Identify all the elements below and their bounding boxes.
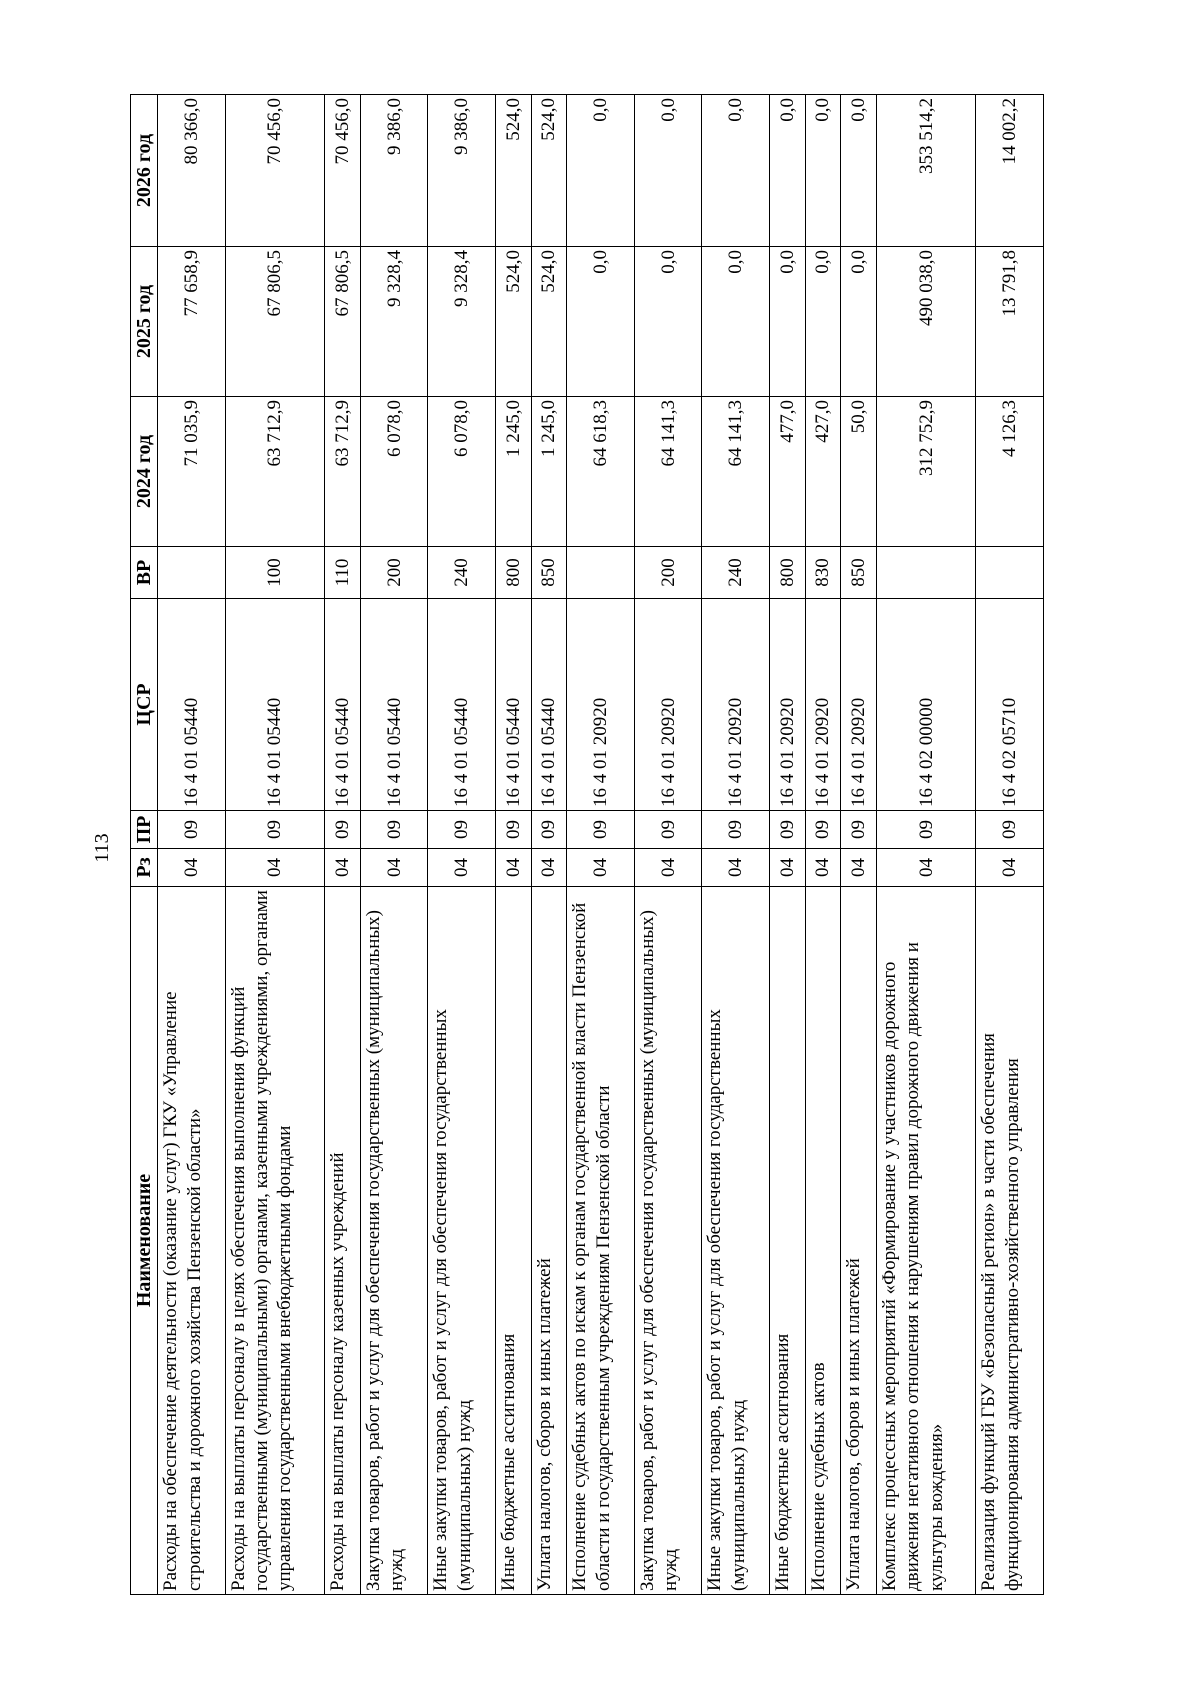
row-2026: 0,0 <box>841 95 877 247</box>
row-2025: 67 806,5 <box>325 247 361 397</box>
row-rz: 04 <box>702 849 769 887</box>
row-csr: 16 4 01 05440 <box>225 599 324 811</box>
row-rz: 04 <box>841 849 877 887</box>
row-2026: 0,0 <box>634 95 701 247</box>
row-pr: 09 <box>976 811 1044 849</box>
row-pr: 09 <box>634 811 701 849</box>
row-name: Иные бюджетные ассигнования <box>769 887 805 1595</box>
row-2026: 14 002,2 <box>976 95 1044 247</box>
row-2026: 70 456,0 <box>225 95 324 247</box>
table-row <box>877 95 976 1595</box>
row-2024: 477,0 <box>769 397 805 547</box>
row-2026: 9 386,0 <box>428 95 495 247</box>
row-vr: 800 <box>495 547 531 599</box>
row-pr: 09 <box>769 811 805 849</box>
row-name: Уплата налогов, сборов и иных платежей <box>531 887 567 1595</box>
row-pr: 09 <box>567 811 634 849</box>
row-2024: 6 078,0 <box>360 397 427 547</box>
table-header <box>131 95 158 1595</box>
row-2024: 312 752,9 <box>877 397 976 547</box>
row-rz: 04 <box>805 849 841 887</box>
row-2026: 0,0 <box>702 95 769 247</box>
table-row <box>805 95 841 1595</box>
row-2026: 353 514,2 <box>877 95 976 247</box>
row-2026: 70 456,0 <box>325 95 361 247</box>
row-csr: 16 4 01 05440 <box>325 599 361 811</box>
row-csr: 16 4 01 05440 <box>158 599 225 811</box>
row-csr: 16 4 02 00000 <box>877 599 976 811</box>
table-body <box>158 95 1044 1595</box>
row-2024: 63 712,9 <box>325 397 361 547</box>
table-row <box>225 95 324 1595</box>
row-rz: 04 <box>769 849 805 887</box>
row-rz: 04 <box>325 849 361 887</box>
row-csr: 16 4 01 20920 <box>769 599 805 811</box>
row-2024: 4 126,3 <box>976 397 1044 547</box>
row-2024: 50,0 <box>841 397 877 547</box>
page-number: 113 <box>91 833 113 863</box>
row-name: Уплата налогов, сборов и иных платежей <box>841 887 877 1595</box>
row-2024: 64 141,3 <box>634 397 701 547</box>
row-pr: 09 <box>360 811 427 849</box>
row-2024: 63 712,9 <box>225 397 324 547</box>
row-pr: 09 <box>495 811 531 849</box>
header-row <box>131 95 158 1595</box>
row-pr: 09 <box>877 811 976 849</box>
row-rz: 04 <box>225 849 324 887</box>
row-2024: 427,0 <box>805 397 841 547</box>
row-pr: 09 <box>225 811 324 849</box>
header-2024: 2024 год <box>131 397 158 547</box>
row-pr: 09 <box>805 811 841 849</box>
row-2024: 71 035,9 <box>158 397 225 547</box>
row-csr: 16 4 01 20920 <box>841 599 877 811</box>
row-rz: 04 <box>531 849 567 887</box>
table-row <box>976 95 1044 1595</box>
row-2026: 0,0 <box>805 95 841 247</box>
row-2025: 0,0 <box>769 247 805 397</box>
header-2026: 2026 год <box>131 95 158 247</box>
header-vr: ВР <box>131 547 158 599</box>
row-pr: 09 <box>325 811 361 849</box>
row-2025: 524,0 <box>495 247 531 397</box>
table-row <box>158 95 225 1595</box>
row-vr: 800 <box>769 547 805 599</box>
row-rz: 04 <box>877 849 976 887</box>
row-2026: 524,0 <box>495 95 531 247</box>
row-pr: 09 <box>158 811 225 849</box>
table-row <box>702 95 769 1595</box>
row-csr: 16 4 01 05440 <box>428 599 495 811</box>
row-2025: 0,0 <box>702 247 769 397</box>
row-2025: 9 328,4 <box>428 247 495 397</box>
table-row <box>325 95 361 1595</box>
row-2025: 67 806,5 <box>225 247 324 397</box>
table-row <box>531 95 567 1595</box>
table-rotator <box>130 95 1044 1595</box>
row-vr <box>158 547 225 599</box>
header-name: Наименование <box>131 887 158 1595</box>
row-2025: 490 038,0 <box>877 247 976 397</box>
row-vr: 850 <box>531 547 567 599</box>
row-2025: 0,0 <box>805 247 841 397</box>
row-csr: 16 4 01 20920 <box>702 599 769 811</box>
row-rz: 04 <box>360 849 427 887</box>
row-vr: 240 <box>428 547 495 599</box>
row-csr: 16 4 01 20920 <box>567 599 634 811</box>
row-name: Расходы на выплаты персоналу в целях обеспечения выполнения функций государственными (муниципальными) органами, казенными учреждениями, органами управления государственными внебюджетными фондами <box>225 887 324 1595</box>
row-2024: 64 618,3 <box>567 397 634 547</box>
table-row <box>495 95 531 1595</box>
table-wrap <box>130 95 1044 1595</box>
row-2025: 0,0 <box>634 247 701 397</box>
row-csr: 16 4 01 20920 <box>634 599 701 811</box>
row-csr: 16 4 01 05440 <box>360 599 427 811</box>
row-vr <box>976 547 1044 599</box>
row-vr <box>567 547 634 599</box>
table-row <box>634 95 701 1595</box>
row-rz: 04 <box>976 849 1044 887</box>
row-vr: 200 <box>360 547 427 599</box>
row-2025: 77 658,9 <box>158 247 225 397</box>
row-2026: 80 366,0 <box>158 95 225 247</box>
row-name: Закупка товаров, работ и услуг для обеспечения государственных (муниципальных) нужд <box>634 887 701 1595</box>
row-vr: 200 <box>634 547 701 599</box>
row-2024: 1 245,0 <box>531 397 567 547</box>
budget-table <box>130 94 1044 1595</box>
row-name: Расходы на выплаты персоналу казенных учреждений <box>325 887 361 1595</box>
row-2025: 13 791,8 <box>976 247 1044 397</box>
header-csr: ЦСР <box>131 599 158 811</box>
row-name: Реализация функций ГБУ «Безопасный регион» в части обеспечения функционирования административно-хозяйственного управления <box>976 887 1044 1595</box>
table-row <box>769 95 805 1595</box>
row-vr <box>877 547 976 599</box>
row-name: Исполнение судебных актов <box>805 887 841 1595</box>
table-row <box>841 95 877 1595</box>
row-pr: 09 <box>702 811 769 849</box>
row-name: Иные бюджетные ассигнования <box>495 887 531 1595</box>
row-pr: 09 <box>428 811 495 849</box>
header-rz: Рз <box>131 849 158 887</box>
row-csr: 16 4 01 05440 <box>495 599 531 811</box>
row-vr: 100 <box>225 547 324 599</box>
row-pr: 09 <box>841 811 877 849</box>
row-2026: 524,0 <box>531 95 567 247</box>
table-row <box>567 95 634 1595</box>
row-rz: 04 <box>495 849 531 887</box>
row-2024: 1 245,0 <box>495 397 531 547</box>
row-2025: 9 328,4 <box>360 247 427 397</box>
row-vr: 240 <box>702 547 769 599</box>
row-name: Расходы на обеспечение деятельности (оказание услуг) ГКУ «Управление строительства и дорожного хозяйства Пензенской области» <box>158 887 225 1595</box>
row-name: Закупка товаров, работ и услуг для обеспечения государственных (муниципальных) нужд <box>360 887 427 1595</box>
row-csr: 16 4 02 05710 <box>976 599 1044 811</box>
row-2026: 9 386,0 <box>360 95 427 247</box>
row-2024: 6 078,0 <box>428 397 495 547</box>
row-name: Иные закупки товаров, работ и услуг для обеспечения государственных (муниципальных) нужд <box>702 887 769 1595</box>
row-2025: 0,0 <box>567 247 634 397</box>
row-csr: 16 4 01 20920 <box>805 599 841 811</box>
row-name: Исполнение судебных актов по искам к органам государственной власти Пензенской области и государственным учреждениям Пензенской области <box>567 887 634 1595</box>
row-rz: 04 <box>567 849 634 887</box>
row-2026: 0,0 <box>769 95 805 247</box>
row-vr: 830 <box>805 547 841 599</box>
row-vr: 850 <box>841 547 877 599</box>
row-vr: 110 <box>325 547 361 599</box>
header-2025: 2025 год <box>131 247 158 397</box>
row-2025: 524,0 <box>531 247 567 397</box>
row-2025: 0,0 <box>841 247 877 397</box>
row-2024: 64 141,3 <box>702 397 769 547</box>
row-rz: 04 <box>428 849 495 887</box>
row-2026: 0,0 <box>567 95 634 247</box>
table-row <box>428 95 495 1595</box>
table-row <box>360 95 427 1595</box>
row-name: Комплекс процессных мероприятий «Формирование у участников дорожного движения негативного отношения к нарушениям правил дорожного движения и культуры вождения» <box>877 887 976 1595</box>
row-name: Иные закупки товаров, работ и услуг для обеспечения государственных (муниципальных) нужд <box>428 887 495 1595</box>
header-pr: ПР <box>131 811 158 849</box>
row-rz: 04 <box>634 849 701 887</box>
row-csr: 16 4 01 05440 <box>531 599 567 811</box>
row-rz: 04 <box>158 849 225 887</box>
row-pr: 09 <box>531 811 567 849</box>
